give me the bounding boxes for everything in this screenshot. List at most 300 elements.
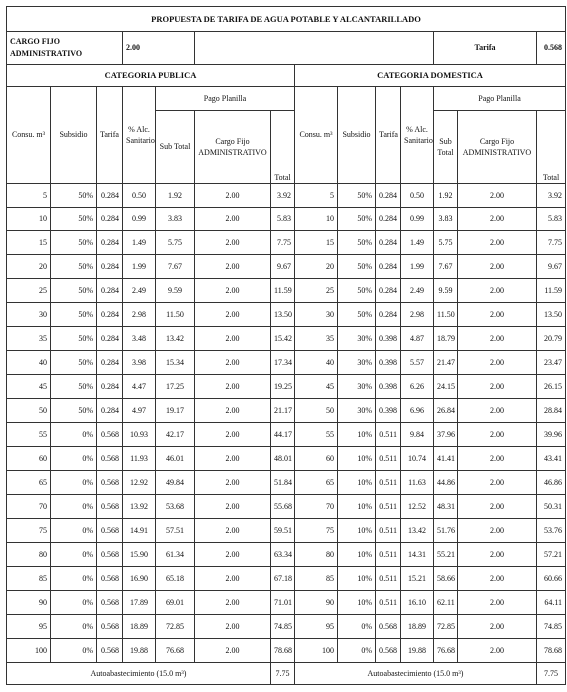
publica-cargo-fijo-cell: 2.00: [195, 542, 271, 566]
domestica-alc-cell: 16.10: [401, 590, 434, 614]
domestica-subtotal-cell: 55.21: [434, 542, 458, 566]
cargo-fijo-label-line2: ADMINISTRATIVO: [10, 48, 83, 58]
col-total-domestica: Total: [537, 110, 566, 183]
publica-tarifa-cell: 0.284: [97, 327, 123, 351]
domestica-subsidio-cell: 50%: [338, 207, 376, 231]
domestica-alc-cell: 13.42: [401, 518, 434, 542]
domestica-subsidio-cell: 10%: [338, 566, 376, 590]
publica-alc-cell: 3.48: [123, 327, 156, 351]
publica-consumo-cell: 5: [7, 183, 51, 207]
domestica-tarifa-cell: 0.511: [376, 542, 401, 566]
publica-subsidio-cell: 0%: [51, 614, 97, 638]
table-row: [7, 518, 566, 542]
publica-subsidio-cell: 50%: [51, 327, 97, 351]
publica-consumo-cell: 60: [7, 447, 51, 471]
domestica-alc-cell: 6.26: [401, 375, 434, 399]
table-row: [7, 327, 566, 351]
domestica-consumo-cell: 70: [295, 494, 338, 518]
publica-subsidio-cell: 50%: [51, 303, 97, 327]
domestica-consumo-cell: 60: [295, 447, 338, 471]
publica-subsidio-cell: 0%: [51, 590, 97, 614]
publica-subtotal-cell: 42.17: [156, 423, 195, 447]
publica-tarifa-cell: 0.568: [97, 614, 123, 638]
publica-cargo-fijo-cell: 2.00: [195, 399, 271, 423]
domestica-tarifa-cell: 0.511: [376, 447, 401, 471]
autoabastecimiento-domestica-label: Autoabastecimiento (15.0 m³): [295, 662, 537, 684]
publica-subsidio-cell: 0%: [51, 518, 97, 542]
col-cargo-fijo-publica: [195, 110, 271, 183]
publica-cargo-fijo-cell: 2.00: [195, 566, 271, 590]
publica-subsidio-cell: 0%: [51, 471, 97, 495]
publica-alc-cell: 17.89: [123, 590, 156, 614]
cargo-fijo-label-line1: CARGO FIJO: [10, 36, 60, 46]
domestica-tarifa-cell: 0.511: [376, 590, 401, 614]
domestica-tarifa-cell: 0.284: [376, 255, 401, 279]
domestica-total-cell: 50.31: [537, 494, 566, 518]
domestica-consumo-cell: 85: [295, 566, 338, 590]
domestica-subtotal-cell: 11.50: [434, 303, 458, 327]
publica-consumo-cell: 55: [7, 423, 51, 447]
domestica-consumo-cell: 15: [295, 231, 338, 255]
domestica-alc-cell: 12.52: [401, 494, 434, 518]
domestica-total-cell: 60.66: [537, 566, 566, 590]
domestica-subsidio-cell: 10%: [338, 494, 376, 518]
publica-cargo-fijo-cell: 2.00: [195, 351, 271, 375]
domestica-subtotal-cell: 7.67: [434, 255, 458, 279]
domestica-consumo-cell: 35: [295, 327, 338, 351]
publica-alc-cell: 3.98: [123, 351, 156, 375]
publica-tarifa-cell: 0.284: [97, 255, 123, 279]
publica-total-cell: 48.01: [271, 447, 295, 471]
col-subtotal-domestica: [434, 110, 458, 183]
publica-subtotal-cell: 5.75: [156, 231, 195, 255]
domestica-total-cell: 7.75: [537, 231, 566, 255]
table-row: [7, 351, 566, 375]
publica-cargo-fijo-cell: 2.00: [195, 590, 271, 614]
publica-consumo-cell: 65: [7, 471, 51, 495]
publica-consumo-cell: 75: [7, 518, 51, 542]
publica-subsidio-cell: 0%: [51, 494, 97, 518]
publica-cargo-fijo-cell: 2.00: [195, 207, 271, 231]
domestica-consumo-cell: 100: [295, 638, 338, 662]
domestica-subsidio-cell: 0%: [338, 614, 376, 638]
domestica-subsidio-cell: 10%: [338, 590, 376, 614]
domestica-alc-cell: 2.49: [401, 279, 434, 303]
col-consumo-publica: Consu. m³: [7, 86, 51, 183]
domestica-alc-cell: 14.31: [401, 542, 434, 566]
domestica-tarifa-cell: 0.284: [376, 279, 401, 303]
domestica-subsidio-cell: 50%: [338, 279, 376, 303]
domestica-cargo-fijo-cell: 2.00: [458, 375, 537, 399]
domestica-alc-cell: 0.99: [401, 207, 434, 231]
publica-consumo-cell: 80: [7, 542, 51, 566]
table-body: [7, 183, 566, 662]
domestica-tarifa-cell: 0.284: [376, 231, 401, 255]
publica-cargo-fijo-cell: 2.00: [195, 183, 271, 207]
publica-consumo-cell: 40: [7, 351, 51, 375]
publica-alc-cell: 15.90: [123, 542, 156, 566]
col-cargo-fijo-publica-line1: Cargo Fijo: [215, 136, 250, 146]
autoabastecimiento-publica-total: 7.75: [271, 662, 295, 684]
domestica-subtotal-cell: 21.47: [434, 351, 458, 375]
publica-total-cell: 55.68: [271, 494, 295, 518]
domestica-alc-cell: 4.87: [401, 327, 434, 351]
publica-cargo-fijo-cell: 2.00: [195, 255, 271, 279]
publica-alc-cell: 0.50: [123, 183, 156, 207]
publica-alc-cell: 2.49: [123, 279, 156, 303]
publica-subsidio-cell: 0%: [51, 447, 97, 471]
publica-cargo-fijo-cell: 2.00: [195, 279, 271, 303]
domestica-subtotal-cell: 72.85: [434, 614, 458, 638]
domestica-cargo-fijo-cell: 2.00: [458, 518, 537, 542]
tariff-table: [6, 6, 566, 685]
publica-total-cell: 17.34: [271, 351, 295, 375]
domestica-consumo-cell: 75: [295, 518, 338, 542]
domestica-alc-cell: 10.74: [401, 447, 434, 471]
domestica-cargo-fijo-cell: 2.00: [458, 255, 537, 279]
publica-subtotal-cell: 69.01: [156, 590, 195, 614]
domestica-cargo-fijo-cell: 2.00: [458, 494, 537, 518]
domestica-subtotal-cell: 44.86: [434, 471, 458, 495]
domestica-total-cell: 3.92: [537, 183, 566, 207]
domestica-consumo-cell: 95: [295, 614, 338, 638]
col-total-publica: Total: [271, 110, 295, 183]
publica-alc-cell: 18.89: [123, 614, 156, 638]
domestica-subsidio-cell: 50%: [338, 183, 376, 207]
domestica-total-cell: 26.15: [537, 375, 566, 399]
publica-cargo-fijo-cell: 2.00: [195, 494, 271, 518]
domestica-subtotal-cell: 76.68: [434, 638, 458, 662]
publica-cargo-fijo-cell: 2.00: [195, 471, 271, 495]
domestica-alc-cell: 1.49: [401, 231, 434, 255]
publica-subtotal-cell: 7.67: [156, 255, 195, 279]
publica-total-cell: 3.92: [271, 183, 295, 207]
publica-tarifa-cell: 0.284: [97, 375, 123, 399]
domestica-total-cell: 64.11: [537, 590, 566, 614]
publica-tarifa-cell: 0.284: [97, 279, 123, 303]
domestica-consumo-cell: 30: [295, 303, 338, 327]
domestica-alc-cell: 2.98: [401, 303, 434, 327]
autoabastecimiento-publica-label: Autoabastecimiento (15.0 m³): [7, 662, 271, 684]
publica-alc-cell: 13.92: [123, 494, 156, 518]
publica-subsidio-cell: 0%: [51, 542, 97, 566]
domestica-tarifa-cell: 0.511: [376, 423, 401, 447]
domestica-consumo-cell: 90: [295, 590, 338, 614]
publica-tarifa-cell: 0.568: [97, 447, 123, 471]
publica-cargo-fijo-cell: 2.00: [195, 303, 271, 327]
publica-cargo-fijo-cell: 2.00: [195, 518, 271, 542]
domestica-subsidio-cell: 10%: [338, 447, 376, 471]
publica-consumo-cell: 100: [7, 638, 51, 662]
publica-subsidio-cell: 0%: [51, 638, 97, 662]
publica-alc-cell: 4.97: [123, 399, 156, 423]
table-row: [7, 614, 566, 638]
domestica-tarifa-cell: 0.511: [376, 566, 401, 590]
domestica-subsidio-cell: 10%: [338, 471, 376, 495]
publica-total-cell: 67.18: [271, 566, 295, 590]
publica-subtotal-cell: 49.84: [156, 471, 195, 495]
publica-alc-cell: 1.99: [123, 255, 156, 279]
domestica-total-cell: 9.67: [537, 255, 566, 279]
domestica-total-cell: 5.83: [537, 207, 566, 231]
col-consumo-domestica: Consu. m³: [295, 86, 338, 183]
domestica-tarifa-cell: 0.284: [376, 207, 401, 231]
domestica-consumo-cell: 45: [295, 375, 338, 399]
domestica-subtotal-cell: 62.11: [434, 590, 458, 614]
publica-total-cell: 59.51: [271, 518, 295, 542]
publica-subsidio-cell: 50%: [51, 255, 97, 279]
domestica-consumo-cell: 10: [295, 207, 338, 231]
publica-tarifa-cell: 0.568: [97, 638, 123, 662]
domestica-consumo-cell: 65: [295, 471, 338, 495]
publica-tarifa-cell: 0.284: [97, 231, 123, 255]
publica-total-cell: 7.75: [271, 231, 295, 255]
publica-total-cell: 71.01: [271, 590, 295, 614]
domestica-consumo-cell: 5: [295, 183, 338, 207]
cargo-fijo-value: 2.00: [123, 32, 195, 64]
domestica-subsidio-cell: 30%: [338, 351, 376, 375]
col-alc-publica: [123, 86, 156, 183]
publica-tarifa-cell: 0.568: [97, 494, 123, 518]
publica-cargo-fijo-cell: 2.00: [195, 375, 271, 399]
publica-subsidio-cell: 50%: [51, 351, 97, 375]
domestica-total-cell: 28.84: [537, 399, 566, 423]
publica-subsidio-cell: 50%: [51, 279, 97, 303]
publica-tarifa-cell: 0.568: [97, 590, 123, 614]
publica-consumo-cell: 35: [7, 327, 51, 351]
table-row: [7, 255, 566, 279]
publica-alc-cell: 11.93: [123, 447, 156, 471]
domestica-subtotal-cell: 3.83: [434, 207, 458, 231]
publica-consumo-cell: 25: [7, 279, 51, 303]
domestica-subsidio-cell: 30%: [338, 399, 376, 423]
table-row: [7, 183, 566, 207]
publica-total-cell: 63.34: [271, 542, 295, 566]
domestica-subsidio-cell: 10%: [338, 518, 376, 542]
tarifa-value: 0.568: [537, 32, 566, 64]
domestica-alc-cell: 0.50: [401, 183, 434, 207]
domestica-tarifa-cell: 0.511: [376, 471, 401, 495]
domestica-cargo-fijo-cell: 2.00: [458, 614, 537, 638]
domestica-cargo-fijo-cell: 2.00: [458, 542, 537, 566]
col-alc-domestica: [401, 86, 434, 183]
publica-subsidio-cell: 50%: [51, 399, 97, 423]
table-row: [7, 638, 566, 662]
domestica-consumo-cell: 25: [295, 279, 338, 303]
domestica-total-cell: 57.21: [537, 542, 566, 566]
publica-subtotal-cell: 11.50: [156, 303, 195, 327]
col-subsidio-publica: Subsidio: [51, 86, 97, 183]
domestica-subtotal-cell: 48.31: [434, 494, 458, 518]
category-domestica-header: CATEGORIA DOMESTICA: [295, 64, 566, 86]
domestica-subtotal-cell: 51.76: [434, 518, 458, 542]
col-subtotal-publica: Sub Total: [156, 110, 195, 183]
pago-planilla-publica: Pago Planilla: [156, 86, 295, 110]
publica-tarifa-cell: 0.568: [97, 518, 123, 542]
domestica-alc-cell: 5.57: [401, 351, 434, 375]
publica-cargo-fijo-cell: 2.00: [195, 423, 271, 447]
col-alc-publica-line2: Sanitario: [126, 135, 155, 145]
domestica-tarifa-cell: 0.284: [376, 183, 401, 207]
publica-tarifa-cell: 0.568: [97, 471, 123, 495]
col-subsidio-domestica: Subsidio: [338, 86, 376, 183]
autoabastecimiento-domestica-total: 7.75: [537, 662, 566, 684]
col-tarifa-publica: Tarifa: [97, 86, 123, 183]
publica-subtotal-cell: 3.83: [156, 207, 195, 231]
domestica-subtotal-cell: 1.92: [434, 183, 458, 207]
table-row: [7, 279, 566, 303]
table-row: [7, 303, 566, 327]
publica-cargo-fijo-cell: 2.00: [195, 447, 271, 471]
publica-subtotal-cell: 1.92: [156, 183, 195, 207]
publica-subtotal-cell: 13.42: [156, 327, 195, 351]
publica-alc-cell: 16.90: [123, 566, 156, 590]
publica-alc-cell: 2.98: [123, 303, 156, 327]
category-publica-header: CATEGORIA PUBLICA: [7, 64, 295, 86]
publica-consumo-cell: 85: [7, 566, 51, 590]
publica-total-cell: 5.83: [271, 207, 295, 231]
domestica-subtotal-cell: 18.79: [434, 327, 458, 351]
publica-subtotal-cell: 46.01: [156, 447, 195, 471]
domestica-subtotal-cell: 58.66: [434, 566, 458, 590]
table-row: [7, 375, 566, 399]
publica-subtotal-cell: 19.17: [156, 399, 195, 423]
publica-alc-cell: 10.93: [123, 423, 156, 447]
domestica-subsidio-cell: 10%: [338, 423, 376, 447]
tarifa-label: Tarifa: [434, 32, 537, 64]
table-title: PROPUESTA DE TARIFA DE AGUA POTABLE Y ALCANTARILLADO: [7, 7, 566, 32]
domestica-cargo-fijo-cell: 2.00: [458, 590, 537, 614]
domestica-total-cell: 13.50: [537, 303, 566, 327]
publica-subsidio-cell: 0%: [51, 566, 97, 590]
domestica-tarifa-cell: 0.398: [376, 327, 401, 351]
domestica-consumo-cell: 20: [295, 255, 338, 279]
col-alc-domestica-line1: % Alc.: [406, 124, 428, 134]
domestica-consumo-cell: 40: [295, 351, 338, 375]
publica-subsidio-cell: 0%: [51, 423, 97, 447]
domestica-tarifa-cell: 0.398: [376, 399, 401, 423]
publica-subtotal-cell: 76.68: [156, 638, 195, 662]
publica-tarifa-cell: 0.568: [97, 566, 123, 590]
table-row: [7, 471, 566, 495]
domestica-alc-cell: 19.88: [401, 638, 434, 662]
table-row: [7, 207, 566, 231]
col-cargo-fijo-domestica-line1: Cargo Fijo: [479, 136, 515, 146]
publica-subsidio-cell: 50%: [51, 231, 97, 255]
publica-total-cell: 15.42: [271, 327, 295, 351]
publica-cargo-fijo-cell: 2.00: [195, 327, 271, 351]
publica-consumo-cell: 10: [7, 207, 51, 231]
publica-subsidio-cell: 50%: [51, 375, 97, 399]
publica-total-cell: 78.68: [271, 638, 295, 662]
publica-consumo-cell: 15: [7, 231, 51, 255]
domestica-tarifa-cell: 0.511: [376, 494, 401, 518]
publica-consumo-cell: 70: [7, 494, 51, 518]
domestica-cargo-fijo-cell: 2.00: [458, 351, 537, 375]
publica-subtotal-cell: 57.51: [156, 518, 195, 542]
publica-total-cell: 11.59: [271, 279, 295, 303]
col-tarifa-domestica: Tarifa: [376, 86, 401, 183]
publica-subtotal-cell: 65.18: [156, 566, 195, 590]
cargo-fijo-label: [7, 32, 123, 64]
domestica-consumo-cell: 80: [295, 542, 338, 566]
table-row: [7, 542, 566, 566]
publica-consumo-cell: 30: [7, 303, 51, 327]
col-subtotal-domestica-line1: Sub: [439, 136, 452, 146]
domestica-tarifa-cell: 0.398: [376, 375, 401, 399]
col-alc-publica-line1: % Alc.: [128, 124, 150, 134]
domestica-total-cell: 46.86: [537, 471, 566, 495]
domestica-consumo-cell: 55: [295, 423, 338, 447]
domestica-total-cell: 53.76: [537, 518, 566, 542]
col-cargo-fijo-domestica-line2: ADMINISTRATIVO: [462, 147, 532, 157]
domestica-tarifa-cell: 0.511: [376, 518, 401, 542]
domestica-alc-cell: 1.99: [401, 255, 434, 279]
publica-tarifa-cell: 0.284: [97, 399, 123, 423]
publica-consumo-cell: 95: [7, 614, 51, 638]
publica-total-cell: 21.17: [271, 399, 295, 423]
table-row: [7, 566, 566, 590]
publica-consumo-cell: 50: [7, 399, 51, 423]
domestica-alc-cell: 18.89: [401, 614, 434, 638]
domestica-subtotal-cell: 26.84: [434, 399, 458, 423]
domestica-subtotal-cell: 9.59: [434, 279, 458, 303]
publica-total-cell: 13.50: [271, 303, 295, 327]
domestica-subsidio-cell: 50%: [338, 231, 376, 255]
domestica-consumo-cell: 50: [295, 399, 338, 423]
publica-total-cell: 44.17: [271, 423, 295, 447]
publica-tarifa-cell: 0.284: [97, 303, 123, 327]
table-row: [7, 447, 566, 471]
domestica-cargo-fijo-cell: 2.00: [458, 279, 537, 303]
publica-alc-cell: 1.49: [123, 231, 156, 255]
publica-total-cell: 19.25: [271, 375, 295, 399]
publica-cargo-fijo-cell: 2.00: [195, 614, 271, 638]
publica-subtotal-cell: 72.85: [156, 614, 195, 638]
domestica-subtotal-cell: 24.15: [434, 375, 458, 399]
publica-alc-cell: 4.47: [123, 375, 156, 399]
publica-alc-cell: 12.92: [123, 471, 156, 495]
domestica-total-cell: 23.47: [537, 351, 566, 375]
col-subtotal-domestica-line2: Total: [437, 147, 454, 157]
publica-subsidio-cell: 50%: [51, 183, 97, 207]
domestica-subsidio-cell: 10%: [338, 542, 376, 566]
domestica-total-cell: 20.79: [537, 327, 566, 351]
domestica-subsidio-cell: 50%: [338, 303, 376, 327]
table-row: [7, 423, 566, 447]
publica-tarifa-cell: 0.568: [97, 423, 123, 447]
domestica-subsidio-cell: 30%: [338, 327, 376, 351]
domestica-cargo-fijo-cell: 2.00: [458, 327, 537, 351]
domestica-alc-cell: 15.21: [401, 566, 434, 590]
publica-tarifa-cell: 0.568: [97, 542, 123, 566]
domestica-cargo-fijo-cell: 2.00: [458, 303, 537, 327]
publica-cargo-fijo-cell: 2.00: [195, 638, 271, 662]
domestica-tarifa-cell: 0.568: [376, 614, 401, 638]
col-cargo-fijo-domestica: [458, 110, 537, 183]
publica-alc-cell: 14.91: [123, 518, 156, 542]
domestica-cargo-fijo-cell: 2.00: [458, 399, 537, 423]
domestica-total-cell: 74.85: [537, 614, 566, 638]
publica-total-cell: 9.67: [271, 255, 295, 279]
domestica-cargo-fijo-cell: 2.00: [458, 471, 537, 495]
table-row: [7, 231, 566, 255]
publica-alc-cell: 19.88: [123, 638, 156, 662]
domestica-total-cell: 11.59: [537, 279, 566, 303]
domestica-alc-cell: 11.63: [401, 471, 434, 495]
table-row: [7, 399, 566, 423]
col-cargo-fijo-publica-line2: ADMINISTRATIVO: [198, 147, 267, 157]
